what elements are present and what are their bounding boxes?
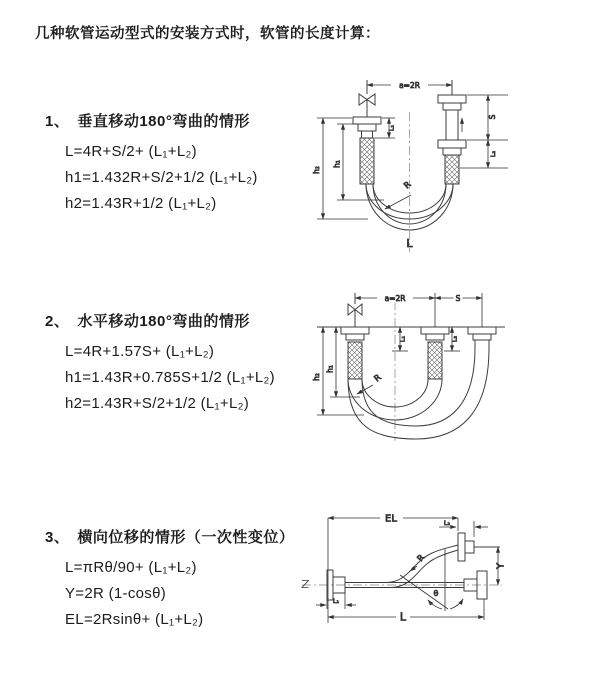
section-3 — [45, 526, 294, 633]
dimensions — [312, 81, 508, 251]
section-3-formula-EL: EL=2Rsinθ+ (L₁+L₂) — [65, 611, 204, 628]
diagram-lateral-displacement — [300, 505, 565, 655]
dim-label-l2: L₂ — [489, 150, 497, 158]
hose-u-bend — [348, 348, 489, 439]
section-1-formulas — [65, 139, 258, 217]
section-2-formula-L: L=4R+1.57S+ (L₁+L₂) — [65, 343, 215, 360]
section-3-head — [45, 526, 294, 547]
flange — [468, 327, 496, 334]
braided-hose — [348, 342, 362, 379]
page-title: 几种软管运动型式的安装方式时，软管的长度计算： — [35, 26, 380, 42]
dim-label-theta: θ — [433, 589, 439, 598]
dim-label-y: Y — [495, 563, 507, 569]
section-2-number: 2、 — [45, 313, 70, 330]
section-2-formulas — [65, 339, 275, 417]
displaced-pipe-assembly — [468, 327, 496, 348]
dim-label-l2: L₂ — [443, 519, 451, 527]
section-1 — [45, 110, 258, 217]
dim-label-s: S — [455, 294, 461, 303]
section-2-heading: 水平移动180°弯曲的情形 — [77, 313, 250, 330]
section-1-heading: 垂直移动180°弯曲的情形 — [77, 113, 250, 130]
section-3-formulas — [65, 555, 294, 633]
section-1-formula-h1: h1=1.432R+S/2+1/2 (L₁+L₂) — [65, 169, 258, 186]
braided-hose — [360, 138, 374, 184]
section-1-head — [45, 110, 258, 131]
section-2-head — [45, 310, 275, 331]
section-3-number: 3、 — [45, 529, 70, 546]
dim-label-r: R — [415, 552, 428, 564]
dimensions — [316, 512, 507, 624]
dim-label-h1: h₁ — [332, 160, 342, 168]
datum-mark — [302, 581, 309, 588]
dim-label-h2: h₂ — [312, 166, 321, 174]
middle-pipe-assembly — [421, 327, 449, 379]
diagram-horizontal-movement — [312, 285, 522, 463]
dim-label-l1: L₁ — [332, 597, 340, 605]
flange — [438, 95, 466, 103]
dim-label-l2: L₂ — [450, 335, 459, 343]
dim-label-l1: L₁ — [387, 124, 396, 132]
section-2-formula-h2: h2=1.43R+S/2+1/2 (L₁+L₂) — [65, 395, 250, 412]
section-2 — [45, 310, 275, 417]
dim-label-s: S — [488, 114, 497, 120]
dim-label-l1: L₁ — [398, 335, 407, 343]
diagram-vertical-movement — [312, 72, 527, 262]
section-3-formula-L: L=πRθ/90+ (L₁+L₂) — [65, 559, 197, 576]
section-1-number: 1、 — [45, 113, 70, 130]
dim-label-a2r: a=2R — [384, 294, 406, 303]
dim-label-l: L — [399, 610, 407, 624]
dim-label-r: R — [372, 372, 384, 385]
flange — [438, 140, 466, 148]
braided-hose — [428, 342, 442, 379]
left-pipe-assembly — [341, 293, 369, 379]
hose-u-bend — [366, 184, 453, 230]
braided-hose — [445, 155, 459, 184]
flange — [458, 533, 465, 561]
flange — [421, 327, 449, 334]
flange — [353, 117, 381, 124]
section-2-formula-h1: h1=1.43R+0.785S+1/2 (L₁+L₂) — [65, 369, 275, 386]
dim-label-h2: h₂ — [312, 373, 321, 381]
dim-label-r: R — [402, 179, 414, 192]
section-1-formula-L: L=4R+S/2+ (L₁+L₂) — [65, 143, 197, 160]
dim-label-l: L — [406, 237, 413, 250]
hose-displaced-position — [345, 545, 458, 588]
left-pipe-assembly — [353, 80, 381, 184]
dim-label-h1: h₁ — [325, 365, 335, 373]
dimensions — [312, 293, 482, 415]
dim-label-a2r: a=2R — [399, 81, 420, 90]
section-1-formula-h2: h2=1.43R+1/2 (L₁+L₂) — [65, 195, 217, 212]
section-3-heading: 横向位移的情形（一次性变位） — [77, 529, 295, 546]
upper-flange-assembly — [458, 533, 500, 561]
section-3-formula-Y: Y=2R (1-cosθ) — [65, 585, 167, 602]
angle-radius-line — [400, 575, 448, 609]
flange — [341, 327, 369, 334]
dim-label-el: EL — [385, 513, 397, 525]
